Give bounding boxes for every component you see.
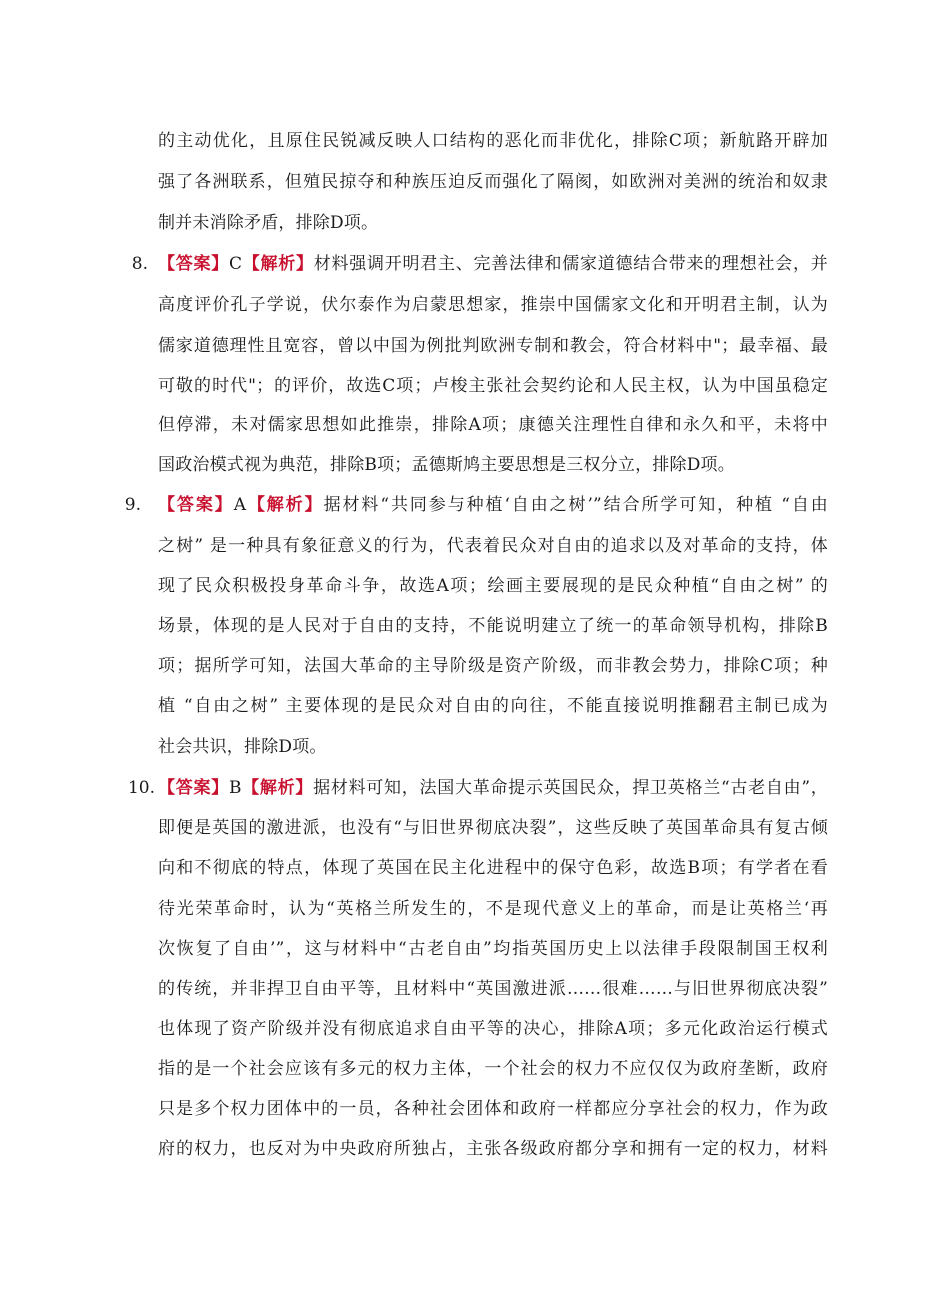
paragraph-line: 强了各洲联系，但殖民掠夺和种族压迫反而强化了隔阂，如欧洲对美洲的统治和奴隶: [158, 172, 828, 192]
paragraph-line: 指的是一个社会应该有多元的权力主体，一个社会的权力不应仅仅为政府垄断，政府: [158, 1059, 828, 1079]
analysis-tag: 【解析】: [242, 254, 314, 274]
paragraph-line: 的传统，并非捍卫自由平等，且材料中“英国激进派……很难……与旧世界彻底决裂”: [158, 979, 828, 999]
paragraph-line: 项；据所学可知，法国大革命的主导阶级是资产阶级，而非教会势力，排除C项；种: [158, 656, 828, 676]
item-number: 10.: [127, 778, 155, 798]
paragraph-line: 府的权力，也反对为中央政府所独占，主张各级政府都分享和拥有一定的权力，材料: [158, 1139, 828, 1159]
paragraph-line: 之树” 是一种具有象征意义的行为，代表着民众对自由的追求以及对革命的支持，体: [158, 536, 828, 556]
paragraph-line: 但停滞，未对儒家思想如此推崇，排除A项；康德关注理性自律和永久和平，未将中: [158, 415, 828, 435]
item-first-line: [158, 490, 828, 520]
paragraph-line: 的主动优化，且原住民锐减反映人口结构的恶化而非优化，排除C项；新航路开辟加: [158, 131, 828, 151]
paragraph-line: 儒家道德理性且宽容，曾以中国为例批判欧洲专制和教会，符合材料中"；最幸福、最: [158, 336, 828, 356]
paragraph-line: 国政治模式视为典范，排除B项；孟德斯鸠主要思想是三权分立，排除D项。: [158, 455, 735, 475]
paragraph-line: 待光荣革命时，认为“英格兰所发生的，不是现代意义上的革命，而是让英格兰‘再: [158, 899, 828, 919]
paragraph-line: 制并未消除矛盾，排除D项。: [158, 213, 379, 233]
item-number: 8.: [131, 254, 148, 274]
answer-letter: B: [228, 778, 242, 798]
item-first-line: [158, 249, 828, 279]
answer-tag: 【答案】: [158, 495, 234, 515]
paragraph-line: 即便是英国的激进派，也没有“与旧世界彻底决裂”，这些反映了英国革命具有复古倾: [158, 818, 828, 838]
analysis-text: 据材料“共同参与种植‘自由之树’”结合所学可知，种植 “自由: [323, 495, 828, 515]
analysis-text: 材料强调开明君主、完善法律和儒家道德结合带来的理想社会，并: [313, 254, 828, 274]
answer-letter: C: [229, 254, 243, 274]
paragraph-line: 社会共识，排除D项。: [158, 737, 327, 757]
item-number: 9.: [124, 495, 141, 515]
answer-letter: A: [233, 495, 247, 515]
paragraph-line: 可敬的时代"；的评价，故选C项；卢梭主张社会契约论和人民主权，认为中国虽稳定: [158, 376, 828, 396]
paragraph-line: 现了民众积极投身革命斗争，故选A项；绘画主要展现的是民众种植“自由之树” 的: [158, 576, 828, 596]
analysis-tag: 【解析】: [241, 778, 314, 798]
paragraph-line: 高度评价孔子学说，伏尔泰作为启蒙思想家，推崇中国儒家文化和开明君主制，认为: [158, 295, 828, 315]
analysis-text: 据材料可知，法国大革命提示英国民众，捍卫英格兰“古老自由”，: [313, 778, 828, 798]
paragraph-line: 只是多个权力团体中的一员，各种社会团体和政府一样都应分享社会的权力，作为政: [158, 1099, 828, 1119]
item-first-line: [158, 773, 828, 803]
analysis-tag: 【解析】: [246, 495, 324, 515]
answer-tag: 【答案】: [158, 254, 229, 274]
answer-tag: 【答案】: [158, 778, 229, 798]
paragraph-line: 也体现了资产阶级并没有彻底追求自由平等的决心，排除A项；多元化政治运行模式: [158, 1019, 828, 1039]
paragraph-line: 向和不彻底的特点，体现了英国在民主化进程中的保守色彩，故选B项；有学者在看: [158, 858, 828, 878]
paragraph-line: 植 “自由之树” 主要体现的是民众对自由的向往，不能直接说明推翻君主制已成为: [158, 696, 828, 716]
paragraph-line: 场景，体现的是人民对于自由的支持，不能说明建立了统一的革命领导机构，排除B: [158, 616, 828, 636]
paragraph-line: 次恢复了自由’”，这与材料中“古老自由”均指英国历史上以法律手段限制国王权利: [158, 939, 828, 959]
